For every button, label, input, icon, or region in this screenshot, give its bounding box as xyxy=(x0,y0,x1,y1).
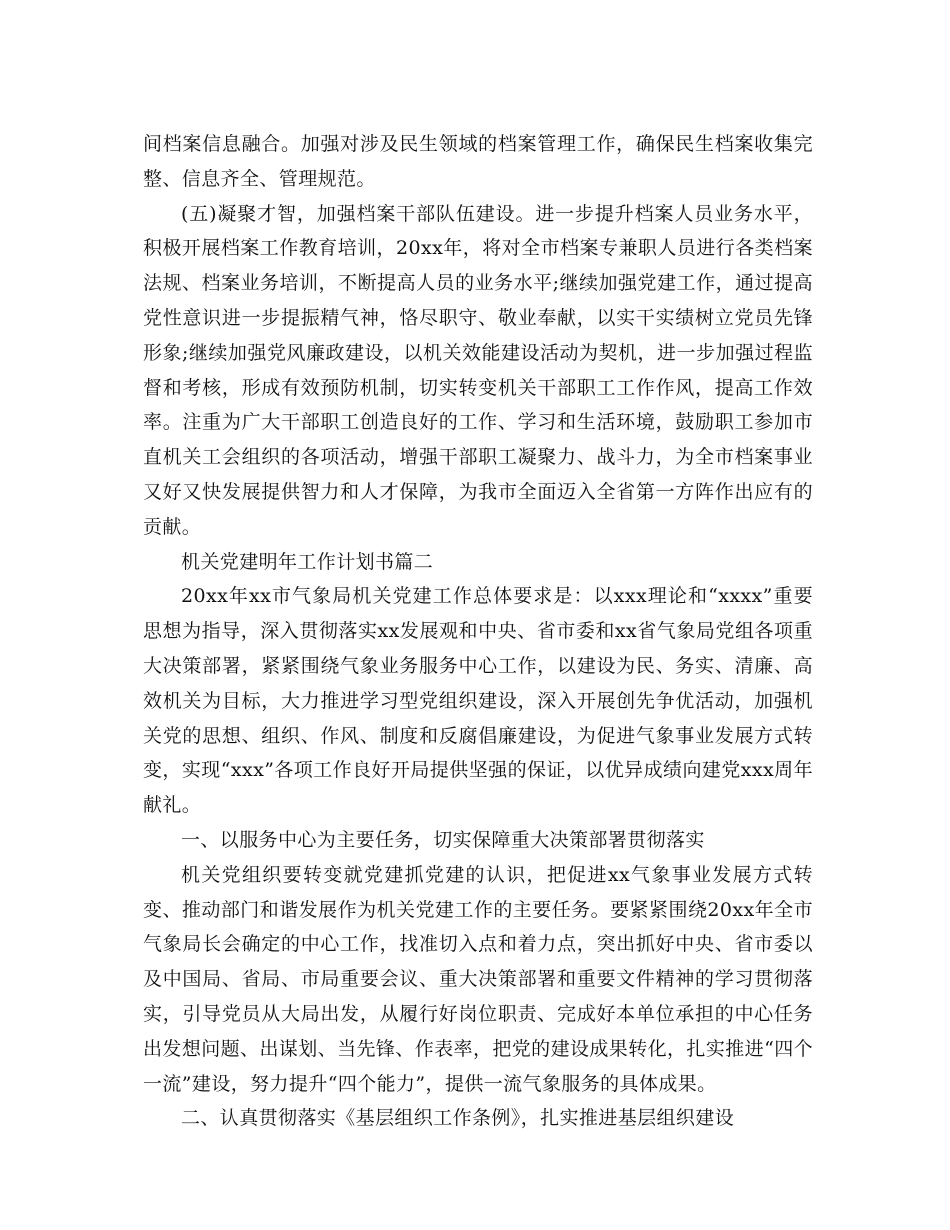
body-paragraph-3: 20xx年xx市气象局机关党建工作总体要求是：以xxx理论和“xxxx”重要思想为指导，深入贯彻落实xx发展观和中央、省市委和xx省气象局党组各项重大决策部署，紧紧围绕气象业务服务中心工作，以建设为民、务实、清廉、高效机关为目标，大力推进学习型党组织建设，深入开展创先争优活动，加强机关党的思想、组织、作风、制度和反腐倡廉建设，为促进气象事业发展方式转变，实现“xxx”各项工作良好开局提供坚强的保证，以优异成绩向建党xxx周年献礼。 xyxy=(143,585,813,817)
body-paragraph-1: 间档案信息融合。加强对涉及民生领域的档案管理工作，确保民生档案收集完整、信息齐全、管理规范。 xyxy=(143,133,813,190)
section-heading-two: 二、认真贯彻落实《基层组织工作条例》，扎实推进基层组织建设 xyxy=(181,1107,735,1130)
body-paragraph-2: (五)凝聚才智，加强档案干部队伍建设。进一步提升档案人员业务水平，积极开展档案工作教育培训，20xx年，将对全市档案专兼职人员进行各类档案法规、档案业务培训，不断提高人员的业务水平;继续加强党建工作，通过提高党性意识进一步提振精气神，恪尽职守、敬业奉献，以实干实绩树立党员先锋形象;继续加强党风廉政建设，以机关效能建设活动为契机，进一步加强过程监督和考核，形成有效预防机制，切实转变机关干部职工工作作风，提高工作效率。注重为广大干部职工创造良好的工作、学习和生活环境，鼓励职工参加市直机关工会组织的各项活动，增强干部职工凝聚力、战斗力，为全市档案事业又好又快发展提供智力和人才保障，为我市全面迈入全省第一方阵作出应有的贡献。 xyxy=(143,202,813,538)
section-heading-one: 一、以服务中心为主要任务，切实保障重大决策部署贯彻落实 xyxy=(181,828,705,851)
body-paragraph-4: 机关党组织要转变就党建抓党建的认识，把促进xx气象事业发展方式转变、推动部门和谐发展作为机关党建工作的主要任务。要紧紧围绕20xx年全市气象局长会确定的中心工作，找准切入点和着力点，突出抓好中央、省市委以及中国局、省局、市局重要会议、重大决策部署和重要文件精神的学习贯彻落实，引导党员从大局出发，从履行好岗位职责、完成好本单位承担的中心任务出发想问题、出谋划、当先锋、作表率，把党的建设成果转化，扎实推进“四个一流”建设，努力提升“四个能力”，提供一流气象服务的具体成果。 xyxy=(143,863,813,1095)
section-heading-part-two: 机关党建明年工作计划书篇二 xyxy=(181,550,434,573)
document-body xyxy=(143,127,813,1136)
